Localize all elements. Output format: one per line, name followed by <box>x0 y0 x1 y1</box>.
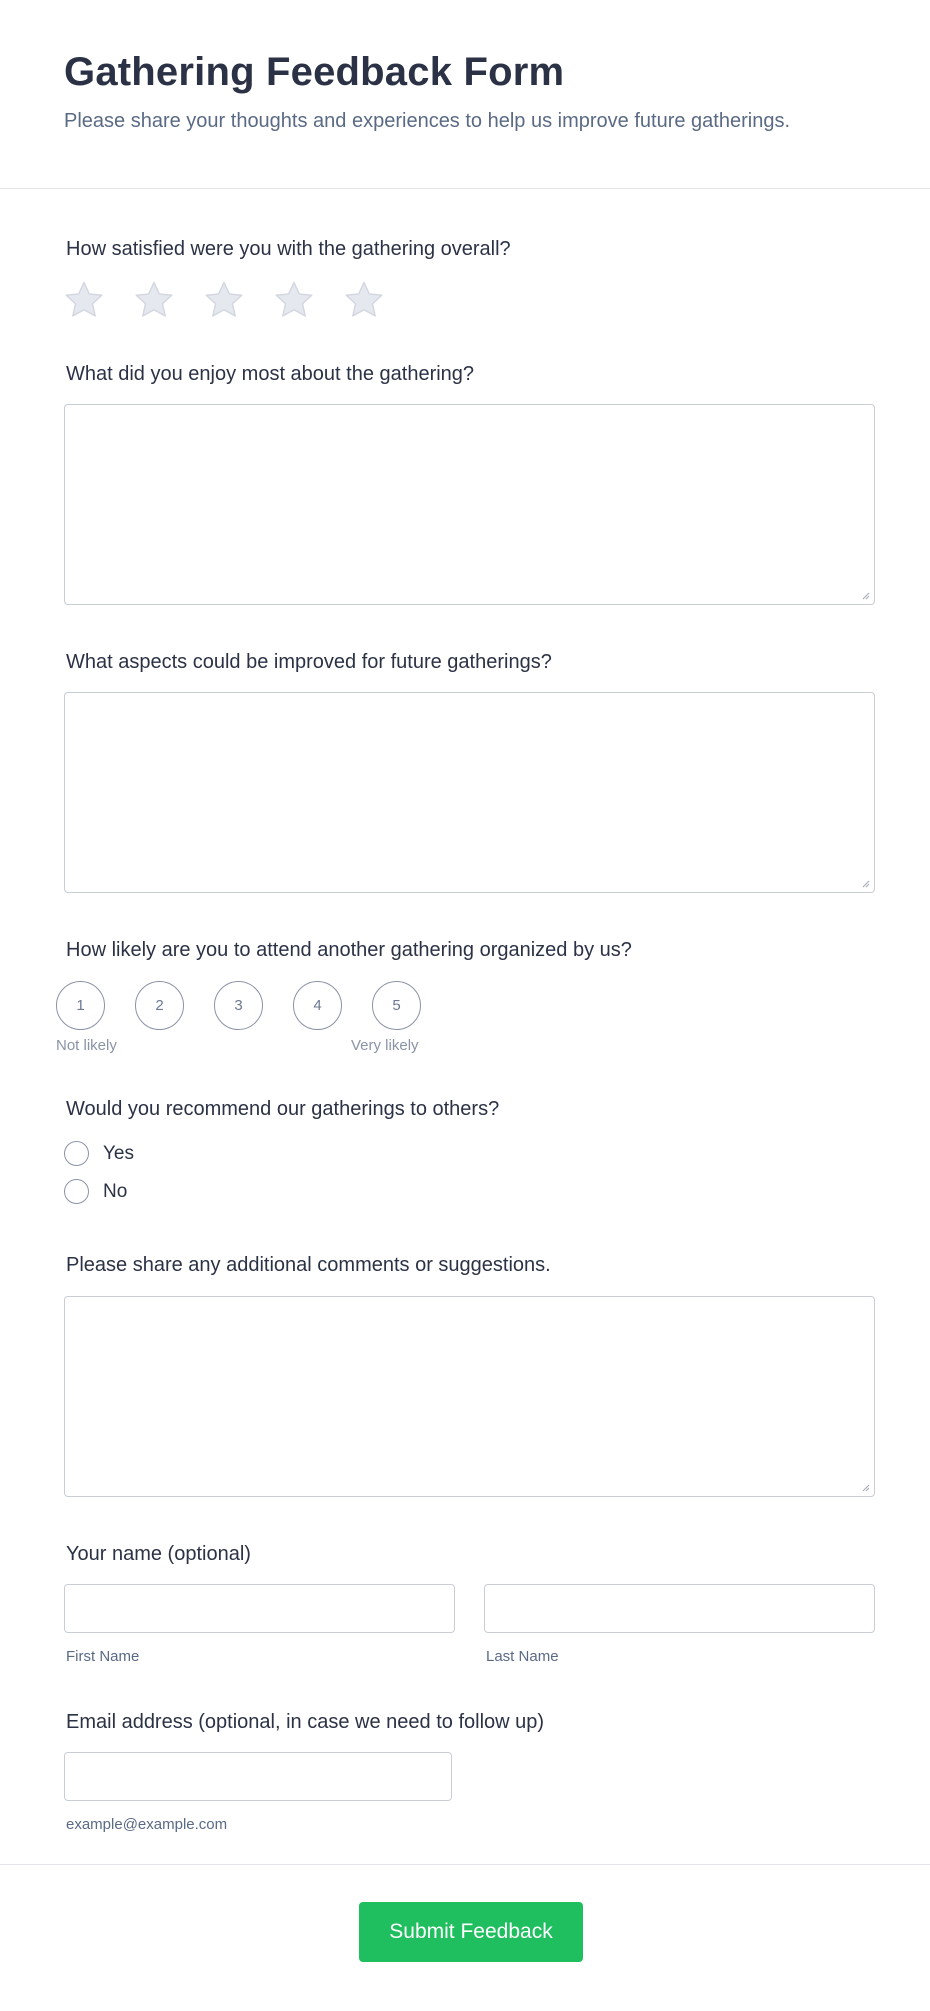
radio-option-no[interactable] <box>64 1179 127 1204</box>
radio-no[interactable] <box>64 1179 89 1204</box>
radio-option-yes[interactable] <box>64 1141 134 1166</box>
first-name-input[interactable] <box>64 1584 455 1633</box>
scale-option-5[interactable]: 5 <box>372 981 421 1030</box>
scale-option-3[interactable]: 3 <box>214 981 263 1030</box>
star-icon[interactable] <box>342 278 386 322</box>
email-question: Email address (optional, in case we need to follow up) <box>66 1711 545 1733</box>
star-icon[interactable] <box>62 278 106 322</box>
improve-textarea[interactable] <box>64 692 875 893</box>
name-question: Your name (optional) <box>66 1543 251 1565</box>
satisfaction-question: How satisfied were you with the gathering overall? <box>66 238 511 260</box>
resize-grip-icon[interactable] <box>860 590 870 600</box>
resize-grip-icon[interactable] <box>860 878 870 888</box>
comments-textarea[interactable] <box>64 1296 875 1497</box>
star-icon[interactable] <box>202 278 246 322</box>
footer-divider <box>0 1864 930 1865</box>
scale-option-2[interactable]: 2 <box>135 981 184 1030</box>
scale-option-4[interactable]: 4 <box>293 981 342 1030</box>
resize-grip-icon[interactable] <box>860 1482 870 1492</box>
enjoy-textarea[interactable] <box>64 404 875 605</box>
first-name-label: First Name <box>66 1648 140 1665</box>
page-title: Gathering Feedback Form <box>64 50 565 94</box>
likelihood-scale <box>56 981 421 1030</box>
scale-high-label: Very likely <box>351 1037 419 1054</box>
radio-no-label: No <box>103 1180 128 1202</box>
email-hint: example@example.com <box>66 1816 228 1833</box>
star-rating <box>62 278 386 322</box>
scale-option-1[interactable]: 1 <box>56 981 105 1030</box>
enjoy-question: What did you enjoy most about the gathering? <box>66 363 475 385</box>
comments-question: Please share any additional comments or suggestions. <box>66 1254 551 1276</box>
star-icon[interactable] <box>132 278 176 322</box>
last-name-input[interactable] <box>484 1584 875 1633</box>
last-name-label: Last Name <box>486 1648 559 1665</box>
improve-question: What aspects could be improved for future gatherings? <box>66 651 552 673</box>
page-subtitle: Please share your thoughts and experiences to help us improve future gatherings. <box>64 110 790 132</box>
radio-yes-label: Yes <box>103 1142 134 1164</box>
email-input[interactable] <box>64 1752 452 1801</box>
likelihood-question: How likely are you to attend another gathering organized by us? <box>66 939 632 961</box>
radio-yes[interactable] <box>64 1141 89 1166</box>
form-header <box>0 0 930 189</box>
submit-button[interactable]: Submit Feedback <box>359 1902 583 1962</box>
scale-low-label: Not likely <box>56 1037 117 1054</box>
star-icon[interactable] <box>272 278 316 322</box>
recommend-question: Would you recommend our gatherings to others? <box>66 1098 500 1120</box>
